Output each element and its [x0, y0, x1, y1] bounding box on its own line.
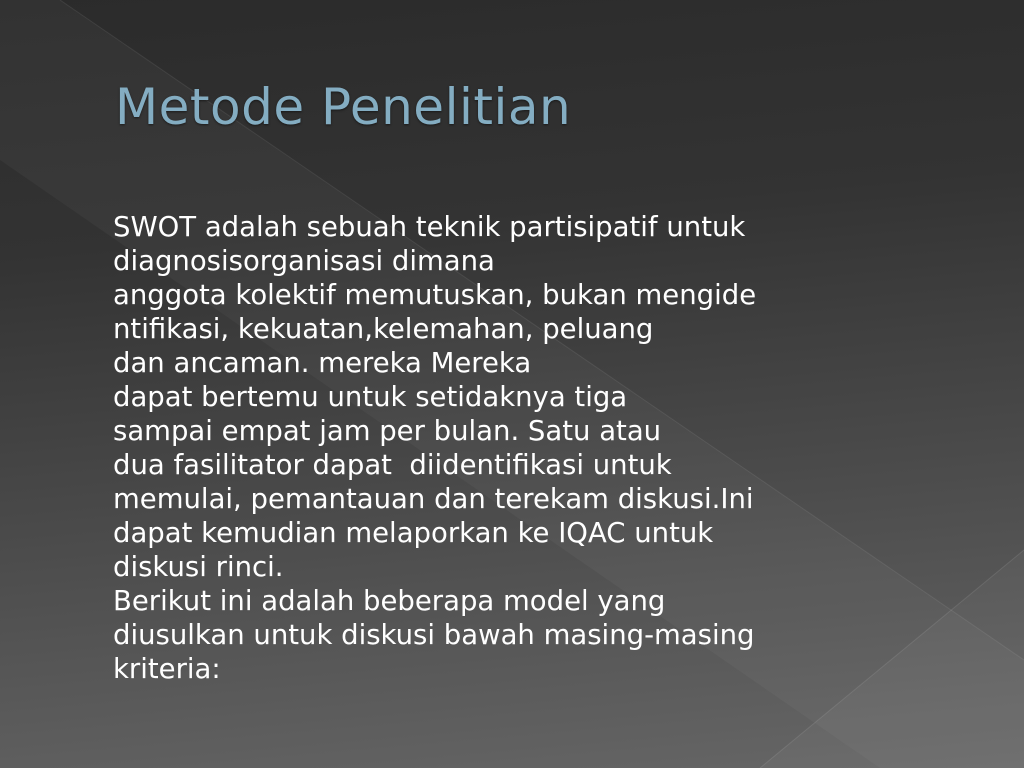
- body-line: diagnosisorganisasi dimana: [113, 245, 495, 277]
- body-line: anggota kolektif memutuskan, bukan mengide: [113, 279, 757, 311]
- body-line: dan ancaman. mereka Mereka: [113, 347, 532, 379]
- body-line: dapat bertemu untuk setidaknya tiga: [113, 381, 628, 413]
- body-line: diskusi rinci.: [113, 551, 284, 583]
- slide-title: Metode Penelitian: [115, 78, 572, 136]
- body-line: dapat kemudian melaporkan ke IQAC untuk: [113, 517, 714, 549]
- body-line: dua fasilitator dapat diidentifikasi untuk: [113, 449, 672, 481]
- body-line: SWOT adalah sebuah teknik partisipatif untuk: [113, 211, 746, 243]
- body-line: ntifikasi, kekuatan,kelemahan, peluang: [113, 313, 654, 345]
- body-line: diusulkan untuk diskusi bawah masing-masing: [113, 619, 755, 651]
- body-line: Berikut ini adalah beberapa model yang: [113, 585, 666, 617]
- body-line: kriteria:: [113, 653, 221, 685]
- slide-body: [113, 210, 993, 686]
- body-line: memulai, pemantauan dan terekam diskusi.Ini: [113, 483, 754, 515]
- body-line: sampai empat jam per bulan. Satu atau: [113, 415, 662, 447]
